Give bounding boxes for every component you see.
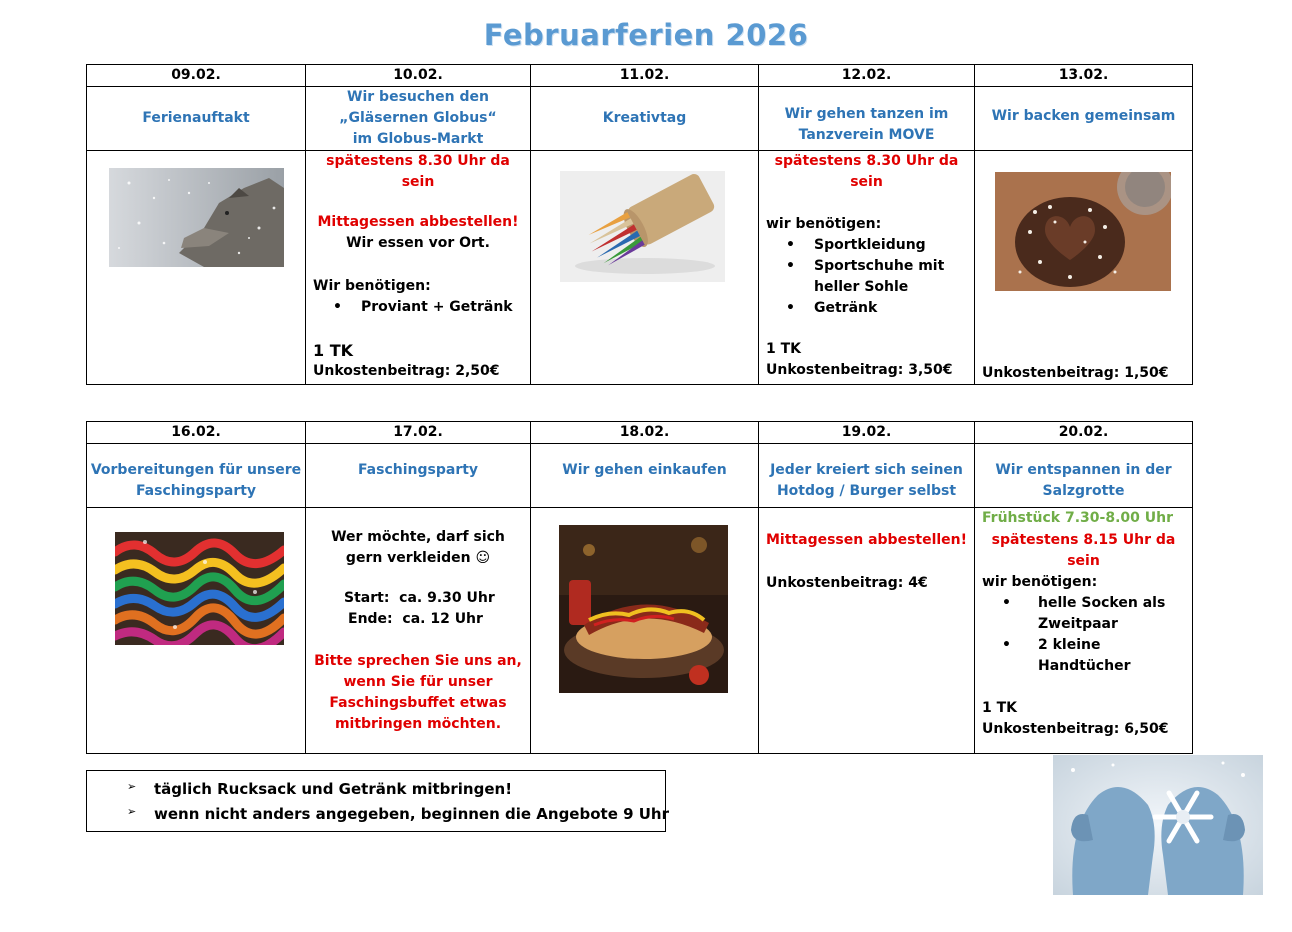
date-cell: 18.02. [531, 422, 759, 444]
activity-details [531, 151, 759, 385]
date-cell: 13.02. [975, 65, 1193, 87]
notes-box: ➢ täglich Rucksack und Getränk mitbringen! ➢ wenn nicht anders angegeben, beginnen die Angebote 9 Uhr [86, 770, 666, 832]
activity-details: Mittagessen abbestellen! Unkostenbeitrag: 4€ [759, 508, 975, 754]
week2-table [86, 421, 1193, 754]
activity-details: Frühstück 7.30-8.00 Uhr spätestens 8.15 Uhr da sein wir benötigen: • helle Socken als Zweitpaar • 2 kleine Handtücher 1 TK Unkostenbeitrag: 6,50€ [975, 508, 1193, 754]
date-cell: 17.02. [306, 422, 531, 444]
colored-pencils-photo [560, 171, 725, 282]
activity-title: Faschingsparty [306, 444, 531, 508]
arrow-bullet-icon: ➢ [127, 780, 137, 793]
date-cell: 11.02. [531, 65, 759, 87]
activity-details [531, 508, 759, 754]
activity-details: spätestens 8.30 Uhr da sein Mittagessen abbestellen! Wir essen vor Ort. Wir benötigen: • Proviant + Getränk 1 TK Unkostenbeitrag: 2,50€ [306, 151, 531, 385]
date-cell: 12.02. [759, 65, 975, 87]
activity-title: Wir entspannen in der Salzgrotte [975, 444, 1193, 508]
date-cell: 19.02. [759, 422, 975, 444]
activity-details: Wer möchte, darf sich gern verkleiden ☺ Start: ca. 9.30 Uhr Ende: ca. 12 Uhr Bitte sprechen Sie uns an, wenn Sie für unser Faschingsbuffet etwas mitbringen möchten. [306, 508, 531, 754]
activity-details [87, 508, 306, 754]
activity-title: Wir backen gemeinsam [975, 87, 1193, 151]
hotdog-photo [559, 525, 728, 693]
date-cell: 10.02. [306, 65, 531, 87]
activity-title: Kreativtag [531, 87, 759, 151]
arrow-bullet-icon: ➢ [127, 805, 137, 818]
carnival-streamers-photo [115, 532, 284, 645]
activity-title: Wir besuchen den „Gläsernen Globus“ im Globus-Markt [306, 87, 531, 151]
wolf-snow-photo [109, 168, 284, 267]
mittens-snowflake-photo [1053, 755, 1263, 895]
activity-title: Wir gehen einkaufen [531, 444, 759, 508]
date-cell: 20.02. [975, 422, 1193, 444]
date-cell: 16.02. [87, 422, 306, 444]
activity-title: Jeder kreiert sich seinen Hotdog / Burger selbst [759, 444, 975, 508]
date-cell: 09.02. [87, 65, 306, 87]
activity-title: Wir gehen tanzen im Tanzverein MOVE [759, 87, 975, 151]
activity-details: spätestens 8.30 Uhr da sein wir benötigen: • Sportkleidung • Sportschuhe mit heller Sohle • Getränk 1 TK Unkostenbeitrag: 3,50€ [759, 151, 975, 385]
heart-cookie-photo [995, 172, 1171, 291]
activity-details: Unkostenbeitrag: 1,50€ [975, 151, 1193, 385]
activity-title: Vorbereitungen für unsere Faschingsparty [87, 444, 306, 508]
activity-details [87, 151, 306, 385]
page-title: Februarferien 2026 [483, 18, 809, 52]
week1-table [86, 64, 1193, 385]
activity-title: Ferienauftakt [87, 87, 306, 151]
